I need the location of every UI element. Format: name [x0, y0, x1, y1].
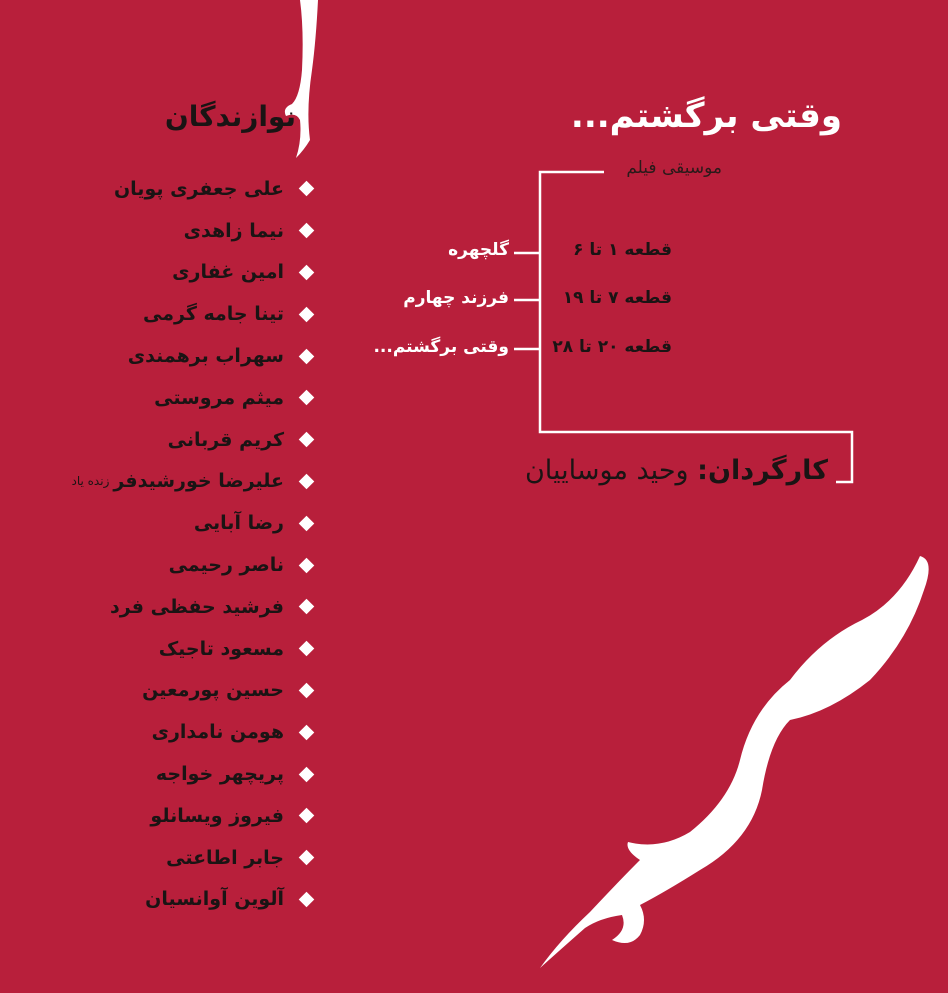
musicians-title: نوازندگان: [164, 100, 296, 133]
musician-name: پریچهر خواجه: [155, 763, 284, 786]
musician-name: سهراب برهمندی: [127, 345, 284, 368]
list-item: [71, 419, 312, 461]
diamond-bullet-icon: [299, 892, 315, 908]
director-label: کارگردان:: [697, 455, 828, 486]
list-item: [71, 628, 312, 670]
list-item: [71, 795, 312, 837]
musicians-list: [71, 168, 312, 920]
diamond-bullet-icon: [299, 390, 315, 406]
musician-name: تینا جامه گرمی: [143, 303, 284, 326]
list-item: [71, 670, 312, 712]
director-name: وحید موساییان: [524, 455, 689, 486]
diamond-bullet-icon: [299, 641, 315, 657]
musician-name: هومن نامداری: [151, 721, 284, 744]
film-subtitle: موسیقی فیلم: [626, 158, 722, 178]
musician-name: فرشید حفظی فرد: [109, 595, 284, 618]
musician-name: حسین پورمعین: [142, 679, 284, 702]
honorific-prefix: زنده یاد: [71, 474, 110, 489]
diamond-bullet-icon: [299, 223, 315, 239]
list-item: [71, 837, 312, 879]
musician-name: آلوین آوانسیان: [145, 888, 284, 911]
diamond-bullet-icon: [299, 724, 315, 740]
list-item: [71, 377, 312, 419]
list-item: [71, 502, 312, 544]
diamond-bullet-icon: [299, 474, 315, 490]
musician-name: جابر اطاعتی: [166, 846, 284, 869]
diamond-bullet-icon: [299, 515, 315, 531]
diamond-bullet-icon: [299, 850, 315, 866]
diamond-bullet-icon: [299, 181, 315, 197]
album-name: گلچهره: [448, 240, 509, 260]
calligraphy-swash: [540, 556, 929, 968]
piece-range: قطعه ۱ تا ۶: [573, 240, 672, 260]
diamond-bullet-icon: [299, 557, 315, 573]
musician-name: رضا آبایی: [193, 512, 284, 535]
musician-name: علی جعفری پویان: [113, 177, 284, 200]
list-item: [71, 586, 312, 628]
diamond-bullet-icon: [299, 432, 315, 448]
musician-name: کریم قربانی: [167, 428, 284, 451]
musician-name: ناصر رحیمی: [168, 554, 284, 577]
diamond-bullet-icon: [299, 265, 315, 281]
diamond-bullet-icon: [299, 766, 315, 782]
musician-name: میثم مروستی: [154, 386, 284, 409]
diamond-bullet-icon: [299, 599, 315, 615]
diamond-bullet-icon: [299, 808, 315, 824]
diamond-bullet-icon: [299, 307, 315, 323]
list-item: [71, 544, 312, 586]
list-item: [71, 711, 312, 753]
musician-name: علیرضا خورشیدفر: [113, 470, 284, 493]
diamond-bullet-icon: [299, 683, 315, 699]
list-item: [71, 753, 312, 795]
list-item: [71, 335, 312, 377]
musician-name: فیروز ویسانلو: [150, 804, 284, 827]
director-credit: [525, 455, 828, 486]
diamond-bullet-icon: [299, 348, 315, 364]
bracket-main: [540, 172, 852, 482]
calligraphy-stroke-top: [285, 0, 318, 158]
list-item: [71, 879, 312, 921]
musician-name: نیما زاهدی: [183, 219, 284, 242]
list-item: [71, 168, 312, 210]
piece-range: قطعه ۷ تا ۱۹: [562, 288, 672, 308]
bracket-lines: [514, 172, 852, 482]
piece-range: قطعه ۲۰ تا ۲۸: [552, 337, 672, 357]
musician-name: مسعود تاجیک: [158, 637, 284, 660]
film-title: وقتی برگشتم...: [570, 96, 842, 136]
album-name: وقتی برگشتم...: [373, 337, 509, 357]
album-name: فرزند چهارم: [403, 288, 509, 308]
musician-name: امین غفاری: [172, 261, 284, 284]
list-item: [71, 293, 312, 335]
list-item: [71, 210, 312, 252]
list-item: [71, 461, 312, 503]
list-item: [71, 252, 312, 294]
